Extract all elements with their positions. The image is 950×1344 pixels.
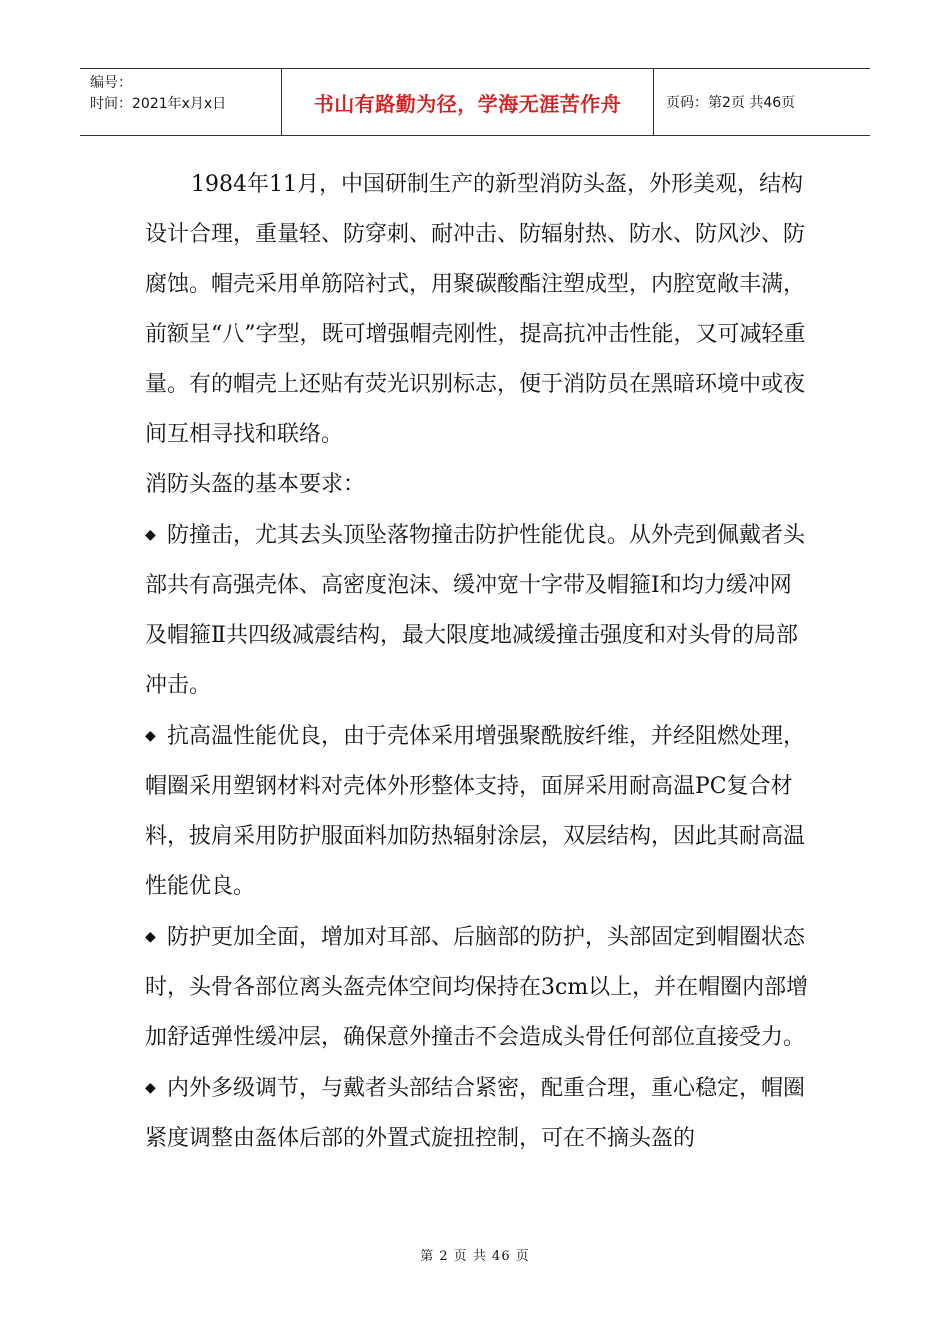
bullet-item bbox=[145, 711, 810, 912]
page-header bbox=[80, 68, 870, 136]
document-body bbox=[145, 160, 810, 1164]
page-footer: 第 2 页 共 46 页 bbox=[420, 1249, 530, 1264]
intro-paragraph: 1984年11月，中国研制生产的新型消防头盔，外形美观，结构设计合理，重量轻、防穿刺、耐冲击、防辐射热、防水、防风沙、防腐蚀。帽壳采用单筋陪衬式，用聚碳酸酯注塑成型，内腔宽敞丰满，前额呈“八”字型，既可增强帽壳刚性，提高抗冲击性能，又可减轻重量。有的帽壳上还贴有荧光识别标志，便于消防员在黑暗环境中或夜间互相寻找和联络。 bbox=[145, 172, 806, 447]
diamond-bullet-icon: ◆ bbox=[145, 1080, 156, 1096]
bullet-text: 抗高温性能优良，由于壳体采用增强聚酰胺纤维，并经阻燃处理，帽圈采用塑钢材料对壳体外形整体支持，面屏采用耐高温PC复合材料，披肩采用防护服面料加防热辐射涂层，双层结构，因此其耐高温性能优良。 bbox=[145, 724, 806, 899]
bullet-item bbox=[145, 912, 810, 1063]
diamond-bullet-icon: ◆ bbox=[145, 929, 156, 945]
bullet-text: 防护更加全面，增加对耳部、后脑部的防护，头部固定到帽圈状态时，头骨各部位离头盔壳体空间均保持在3cm以上，并在帽圈内部增加舒适弹性缓冲层，确保意外撞击不会造成头骨任何部位直接受力。 bbox=[145, 925, 809, 1050]
requirements-heading: 消防头盔的基本要求： bbox=[145, 472, 366, 497]
bullet-item bbox=[145, 1063, 810, 1164]
bullet-text: 防撞击，尤其去头顶坠落物撞击防护性能优良。从外壳到佩戴者头部共有高强壳体、高密度泡沫、缓冲宽十字带及帽箍Ⅰ和均力缓冲网及帽箍Ⅱ共四级减震结构，最大限度地减缓撞击强度和对头骨的局部冲击。 bbox=[145, 523, 806, 698]
document-number-label: 编号： bbox=[90, 75, 132, 91]
header-page-info: 页码：第2页 共46页 bbox=[666, 95, 796, 111]
header-motto: 书山有路勤为径，学海无涯苦作舟 bbox=[282, 69, 654, 135]
diamond-bullet-icon: ◆ bbox=[145, 527, 156, 543]
header-meta bbox=[80, 69, 282, 135]
bullet-item bbox=[145, 510, 810, 711]
document-date: 时间：2021年x月x日 bbox=[90, 96, 227, 112]
bullet-text: 内外多级调节，与戴者头部结合紧密，配重合理，重心稳定，帽圈紧度调整由盔体后部的外置式旋扭控制，可在不摘头盔的 bbox=[145, 1076, 806, 1151]
diamond-bullet-icon: ◆ bbox=[145, 728, 156, 744]
